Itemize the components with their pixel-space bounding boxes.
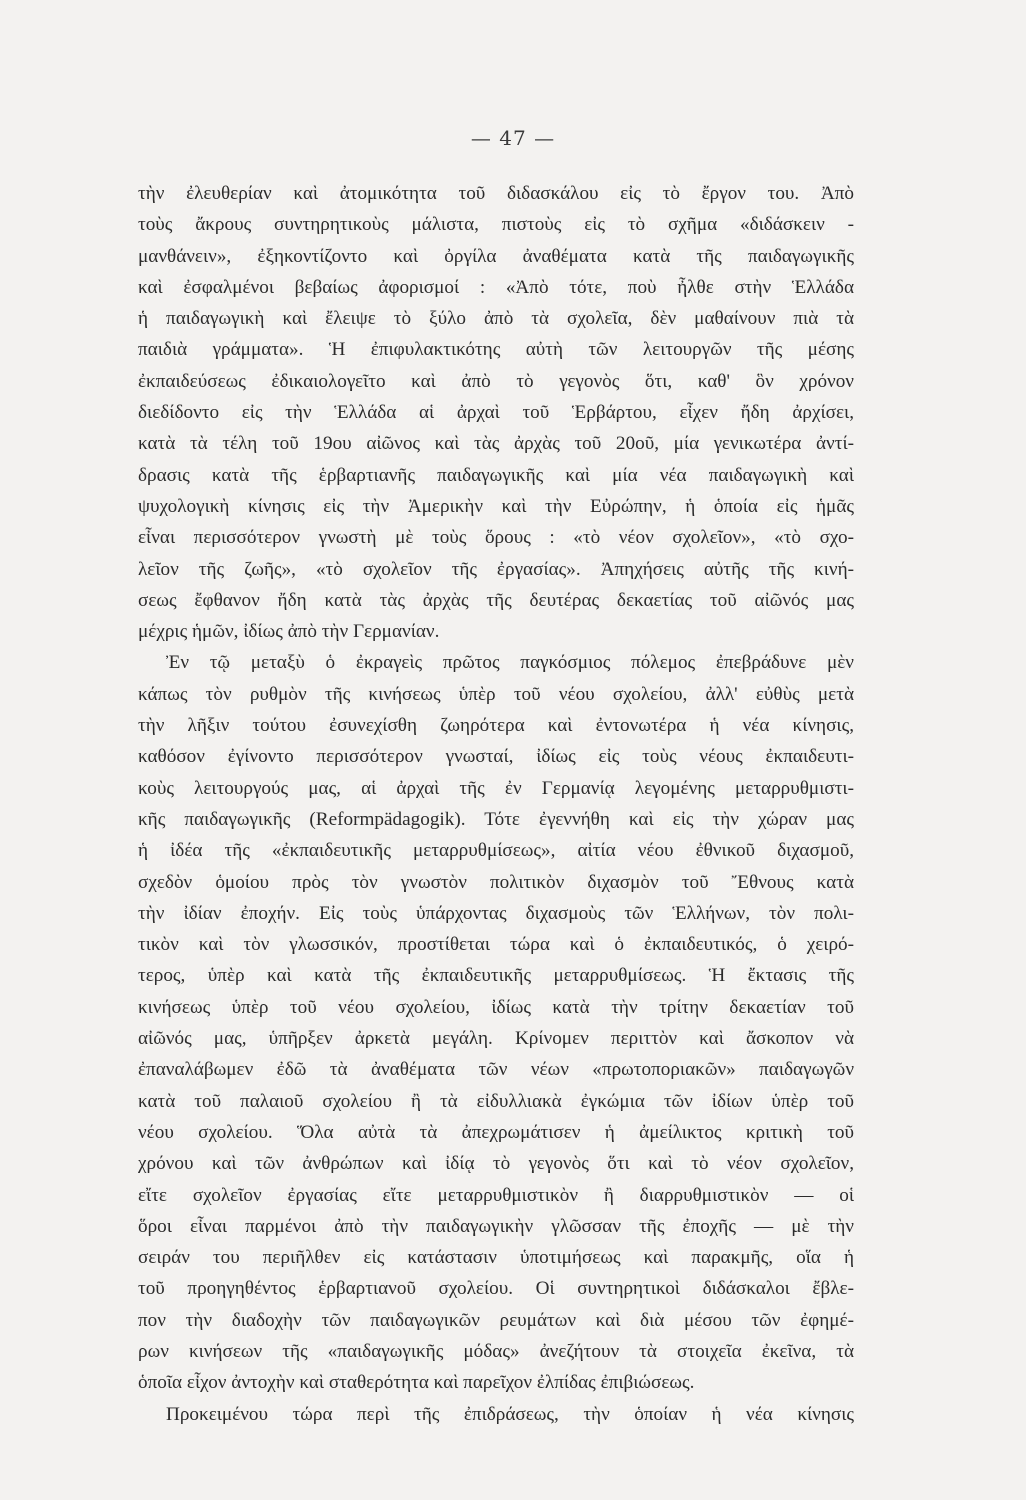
text-line: μανθάνειν», ἐξηκοντίζοντο καὶ ὀργίλα ἀναθέματα κατὰ τῆς παιδαγωγικῆς bbox=[138, 245, 854, 267]
text-line: τὴν ἐλευθερίαν καὶ ἀτομικότητα τοῦ διδασκάλου εἰς τὸ ἔργον του. Ἀπὸ bbox=[138, 183, 854, 204]
text-line: τοῦ προηγηθέντος ἑρβαρτιανοῦ σχολείου. Οἱ συντηρητικοὶ διδάσκαλοι ἔβλε- bbox=[138, 1278, 854, 1300]
text-line: ρων κινήσεων τῆς «παιδαγωγικῆς μόδας» ἀνεζήτουν τὰ στοιχεῖα ἐκεῖνα, τὰ bbox=[138, 1340, 854, 1362]
text-line: ἐπαναλάβωμεν ἐδῶ τὰ ἀναθέματα τῶν νέων «πρωτοποριακῶν» παιδαγωγῶν bbox=[138, 1059, 854, 1081]
text-line: κῆς παιδαγωγικῆς (Reformpädagogik). Τότε ἐγεννήθη καὶ εἰς τὴν χώραν μας bbox=[138, 808, 854, 830]
text-line: αἰῶνός μας, ὑπῆρξεν ἀρκετὰ μεγάλη. Κρίνομεν περιττὸν καὶ ἄσκοπον νὰ bbox=[138, 1028, 854, 1050]
text-line: κάπως τὸν ρυθμὸν τῆς κινήσεως ὑπὲρ τοῦ νέου σχολείου, ἀλλ' εὐθὺς μετὰ bbox=[138, 683, 854, 705]
text-line: σχεδὸν ὁμοίου πρὸς τὸν γνωστὸν πολιτικὸν διχασμὸν τοῦ Ἔθνους κατὰ bbox=[138, 871, 854, 893]
text-line: χρόνου καὶ τῶν ἀνθρώπων καὶ ἰδίᾳ τὸ γεγονὸς ὅτι καὶ τὸ νέον σχολεῖον, bbox=[138, 1153, 854, 1175]
text-line: τικὸν καὶ τὸν γλωσσικόν, προστίθεται τώρα καὶ ὁ ἐκπαιδευτικός, ὁ χειρό- bbox=[138, 934, 854, 956]
text-line: καὶ ἐσφαλμένοι βεβαίως ἀφορισμοί : «Ἀπὸ τότε, ποὺ ἦλθε στὴν Ἑλλάδα bbox=[138, 276, 854, 298]
text-line: εἶναι περισσότερον γνωστὴ μὲ τοὺς ὅρους : «τὸ νέον σχολεῖον», «τὸ σχο- bbox=[138, 527, 854, 549]
text-line: κινήσεως ὑπὲρ τοῦ νέου σχολείου, ἰδίως κατὰ τὴν τρίτην δεκαετίαν τοῦ bbox=[138, 996, 854, 1018]
page-number: — 47 — bbox=[470, 126, 556, 150]
text-line: διεδίδοντο εἰς τὴν Ἑλλάδα αἱ ἀρχαὶ τοῦ Ἑρβάρτου, εἶχεν ἤδη ἀρχίσει, bbox=[138, 402, 854, 424]
text-line: Προκειμένου τώρα περὶ τῆς ἐπιδράσεως, τὴν ὁποίαν ἡ νέα κίνησις bbox=[166, 1403, 854, 1425]
text-line: παιδιὰ γράμματα». Ἡ ἐπιφυλακτικότης αὐτὴ τῶν λειτουργῶν τῆς μέσης bbox=[138, 339, 854, 361]
body-text bbox=[138, 178, 854, 1430]
text-line: λεῖον τῆς ζωῆς», «τὸ σχολεῖον τῆς ἐργασίας». Ἀπηχήσεις αὐτῆς τῆς κινή- bbox=[138, 558, 854, 580]
text-line: σεως ἔφθανον ἤδη κατὰ τὰς ἀρχὰς τῆς δευτέρας δεκαετίας τοῦ αἰῶνός μας bbox=[138, 589, 854, 611]
text-line: κατὰ τοῦ παλαιοῦ σχολείου ἢ τὰ εἰδυλλιακὰ ἐγκώμια τῶν ἰδίων ὑπὲρ τοῦ bbox=[138, 1090, 854, 1112]
text-line: μέχρις ἡμῶν, ἰδίως ἀπὸ τὴν Γερμανίαν. bbox=[138, 621, 440, 643]
text-line: κοὺς λειτουργούς μας, αἱ ἀρχαὶ τῆς ἐν Γερμανίᾳ λεγομένης μεταρρυθμιστι- bbox=[138, 777, 854, 799]
text-line: ὁποῖα εἶχον ἀντοχὴν καὶ σταθερότητα καὶ παρεῖχον ἐλπίδας ἐπιβιώσεως. bbox=[138, 1372, 695, 1394]
text-line: τοὺς ἄκρους συντηρητικοὺς μάλιστα, πιστοὺς εἰς τὸ σχῆμα «διδάσκειν - bbox=[138, 214, 854, 236]
text-line: σειράν του περιῆλθεν εἰς κατάστασιν ὑποτιμήσεως καὶ παρακμῆς, οἵα ἡ bbox=[138, 1247, 854, 1269]
text-line: Ἐν τῷ μεταξὺ ὁ ἐκραγεὶς πρῶτος παγκόσμιος πόλεμος ἐπεβράδυνε μὲν bbox=[166, 652, 854, 674]
text-line: ἐκπαιδεύσεως ἐδικαιολογεῖτο καὶ ἀπὸ τὸ γεγονὸς ὅτι, καθ' ὃν χρόνον bbox=[138, 370, 854, 392]
text-line: τερος, ὑπὲρ καὶ κατὰ τῆς ἐκπαιδευτικῆς μεταρρυθμίσεως. Ἡ ἔκτασις τῆς bbox=[138, 965, 854, 987]
text-line: κατὰ τὰ τέλη τοῦ 19ου αἰῶνος καὶ τὰς ἀρχὰς τοῦ 20οῦ, μία γενικωτέρα ἀντί- bbox=[138, 433, 854, 455]
text-line: ἡ ἰδέα τῆς «ἐκπαιδευτικῆς μεταρρυθμίσεως», αἰτία νέου ἐθνικοῦ διχασμοῦ, bbox=[138, 840, 854, 862]
text-line: δρασις κατὰ τῆς ἑρβαρτιανῆς παιδαγωγικῆς καὶ μία νέα παιδαγωγικὴ καὶ bbox=[138, 464, 854, 486]
text-line: τὴν λῆξιν τούτου ἐσυνεχίσθη ζωηρότερα καὶ ἐντονωτέρα ἡ νέα κίνησις, bbox=[138, 715, 854, 737]
text-line: νέου σχολείου. Ὅλα αὐτὰ τὰ ἀπεχρωμάτισεν ἡ ἀμείλικτος κριτικὴ τοῦ bbox=[138, 1121, 854, 1143]
text-line: εἴτε σχολεῖον ἐργασίας εἴτε μεταρρυθμιστικὸν ἢ διαρρυθμιστικὸν — οἱ bbox=[138, 1184, 854, 1206]
text-line: καθόσον ἐγίνοντο περισσότερον γνωσταί, ἰδίως εἰς τοὺς νέους ἐκπαιδευτι- bbox=[138, 746, 854, 768]
text-line: ὅροι εἶναι παρμένοι ἀπὸ τὴν παιδαγωγικὴν γλῶσσαν τῆς ἐποχῆς — μὲ τὴν bbox=[138, 1215, 854, 1237]
text-line: ψυχολογικὴ κίνησις εἰς τὴν Ἀμερικὴν καὶ τὴν Εὐρώπην, ἡ ὁποία εἰς ἡμᾶς bbox=[138, 495, 854, 517]
text-line: πον τὴν διαδοχὴν τῶν παιδαγωγικῶν ρευμάτων καὶ διὰ μέσου τῶν ἐφημέ- bbox=[138, 1309, 854, 1331]
text-line: ἡ παιδαγωγικὴ καὶ ἔλειψε τὸ ξύλο ἀπὸ τὰ σχολεῖα, δὲν μαθαίνουν πιὰ τὰ bbox=[138, 308, 854, 330]
text-line: τὴν ἰδίαν ἐποχήν. Εἰς τοὺς ὑπάρχοντας διχασμοὺς τῶν Ἑλλήνων, τὸν πολι- bbox=[138, 902, 854, 924]
